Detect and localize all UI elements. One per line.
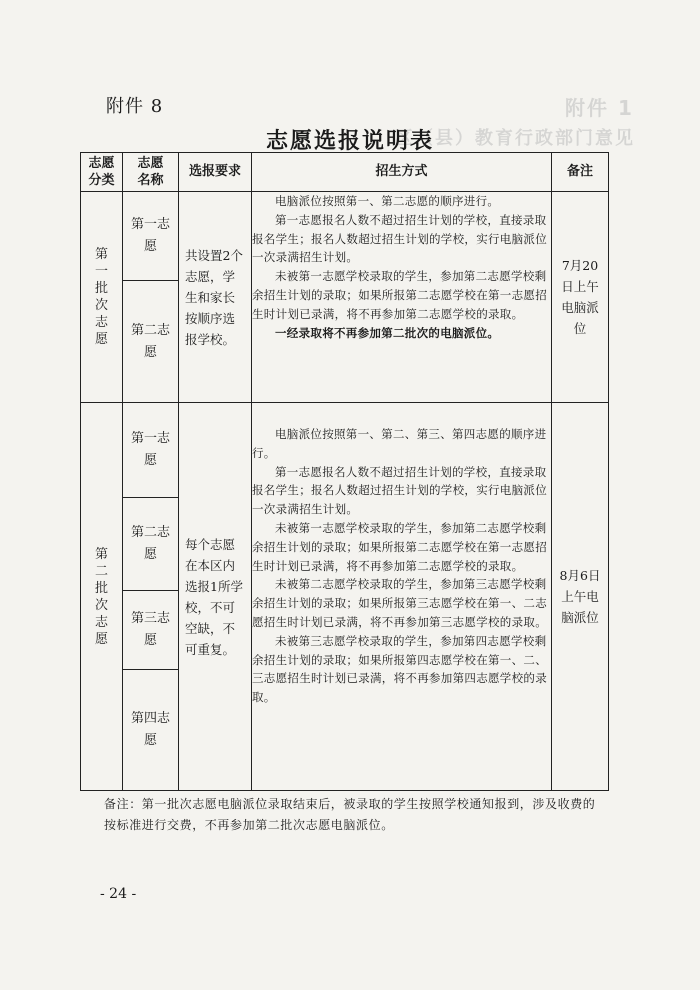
batch1-method: 电脑派位按照第一、第二志愿的顺序进行。 第一志愿报名人数不超过招生计划的学校，直接录取报名学生；报名人数超过招生计划的学校，实行电脑派位一次录满招生计划。 未被第一志愿学校录取的学生，参加第二志愿学校剩余招生计划的录取；如果所报第二志愿学校在第一志愿招生时计划已录满，将不再参加第二志愿学校的录取。 一经录取将不再参加第二批次的电脑派位。 xyxy=(252,192,552,403)
batch2-requirement: 每个志愿在本区内选报1所学校，不可空缺，不可重复。 xyxy=(179,403,252,791)
page-title: 志愿选报说明表 xyxy=(265,129,434,154)
footnote: 备注：第一批次志愿电脑派位录取结束后，被录取的学生按照学校通知报到，涉及收费的按标准进行交费，不再参加第二批次志愿电脑派位。 xyxy=(104,797,596,832)
batch2-note: 8月6日上午电脑派位 xyxy=(552,403,609,791)
page-number: - 24 - xyxy=(100,886,137,902)
batch2-category: 第二批次志愿 xyxy=(81,403,123,791)
batch2-choice-3: 第三志愿 xyxy=(123,591,179,670)
table-header-row xyxy=(81,153,609,192)
header-note: 备注 xyxy=(552,153,609,192)
batch1-choice-2: 第二志愿 xyxy=(123,281,179,403)
batch1-category: 第一批次志愿 xyxy=(81,192,123,403)
volunteer-table xyxy=(80,152,609,791)
batch2-choice-4: 第四志愿 xyxy=(123,670,179,791)
annex-label: 附件 8 xyxy=(106,96,164,117)
header-requirement: 选报要求 xyxy=(179,153,252,192)
bleed-through-text: 区（县）教育行政部门意见 xyxy=(395,128,635,149)
batch2-choice-1: 第一志愿 xyxy=(123,403,179,498)
batch1-note: 7月20日上午电脑派位 xyxy=(552,192,609,403)
table-row xyxy=(81,403,609,498)
header-method: 招生方式 xyxy=(252,153,552,192)
batch1-choice-1: 第一志愿 xyxy=(123,192,179,281)
batch2-method: 电脑派位按照第一、第二、第三、第四志愿的顺序进行。 第一志愿报名人数不超过招生计划的学校，直接录取报名学生；报名人数超过招生计划的学校，实行电脑派位一次录满招生计划。 未被第一志愿学校录取的学生，参加第二志愿学校剩余招生计划的录取；如果所报第二志愿学校在第一志愿招生时计划已录满，将不再参加第二志愿学校的录取。 未被第二志愿学校录取的学生，参加第三志愿学校剩余招生计划的录取；如果所报第三志愿学校在第一、二志愿招生时计划已录满，将不再参加第三志愿学校的录取。 未被第三志愿学校录取的学生，参加第四志愿学校剩余招生计划的录取；如果所报第四志愿学校在第一、二、三志愿招生时计划已录满，将不再参加第四志愿学校的录取。 xyxy=(252,403,552,791)
batch2-choice-2: 第二志愿 xyxy=(123,498,179,591)
batch1-requirement: 共设置2个志愿，学生和家长按顺序选报学校。 xyxy=(179,192,252,403)
bleed-through-text: 附件 1 xyxy=(565,96,634,120)
table-row xyxy=(81,192,609,281)
header-name: 志愿名称 xyxy=(123,153,179,192)
header-category: 志愿分类 xyxy=(81,153,123,192)
